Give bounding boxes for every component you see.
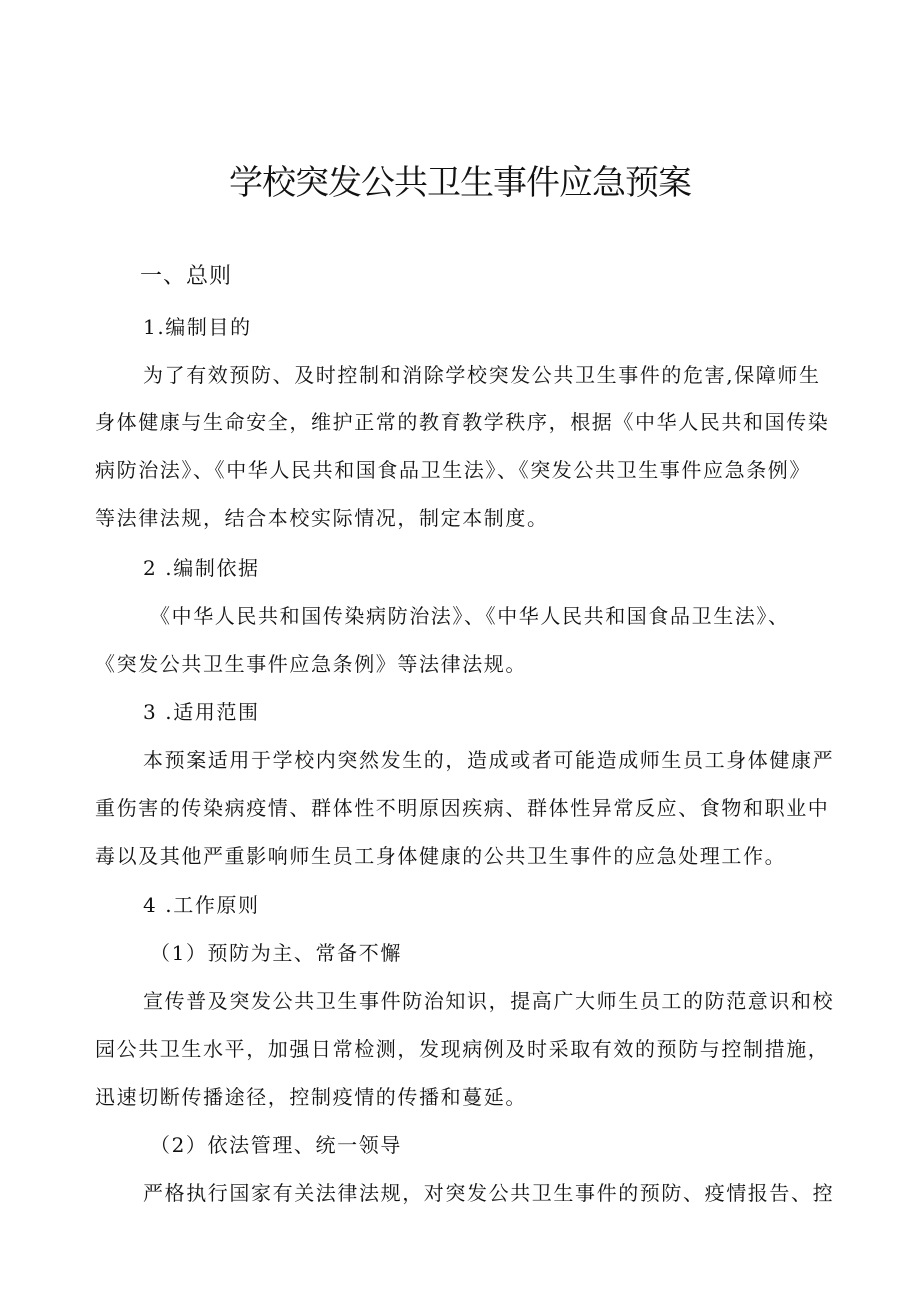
sub-subsection-heading: （1）预防为主、常备不懈 [150,941,402,965]
subsection-heading: 1.编制目的 [143,315,252,339]
subsection-heading: 3 .适用范围 [143,700,260,724]
subsection-heading: 4 .工作原则 [143,893,260,917]
section-heading: 一、总则 [140,264,233,289]
paragraph-line: 身体健康与生命安全，维护正常的教育教学秩序，根据《中华人民共和国传染 [95,410,830,434]
paragraph-line: 等法律法规，结合本校实际情况，制定本制度。 [95,506,549,530]
paragraph-line: 本预案适用于学校内突然发生的，造成或者可能造成师生员工身体健康严 [143,748,835,772]
sub-subsection-heading: （2）依法管理、统一领导 [150,1133,402,1157]
paragraph-line: 园公共卫生水平，加强日常检测，发现病例及时采取有效的预防与控制措施， [95,1037,830,1061]
paragraph-line: 《中华人民共和国传染病防治法》、《中华人民共和国食品卫生法》、 [150,604,790,628]
subsection-heading: 2 .编制依据 [143,556,260,580]
paragraph-line: 宣传普及突发公共卫生事件防治知识，提高广大师生员工的防范意识和校 [143,989,835,1013]
paragraph-line: 重伤害的传染病疫情、群体性不明原因疾病、群体性异常反应、食物和职业中 [95,796,830,820]
paragraph-line: 迅速切断传播途径，控制疫情的传播和蔓延。 [95,1085,527,1109]
paragraph-line: 《突发公共卫生事件应急条例》等法律法规。 [95,652,527,676]
paragraph-line: 严格执行国家有关法律法规，对突发公共卫生事件的预防、疫情报告、控 [143,1181,835,1205]
paragraph-line: 病防治法》、《中华人民共和国食品卫生法》、《突发公共卫生事件应急条例》 [95,458,811,482]
paragraph-line: 毒以及其他严重影响师生员工身体健康的公共卫生事件的应急处理工作。 [95,844,787,868]
paragraph-line: 为了有效预防、及时控制和消除学校突发公共卫生事件的危害,保障师生 [143,363,821,387]
document-title: 学校突发公共卫生事件应急预案 [229,163,691,203]
